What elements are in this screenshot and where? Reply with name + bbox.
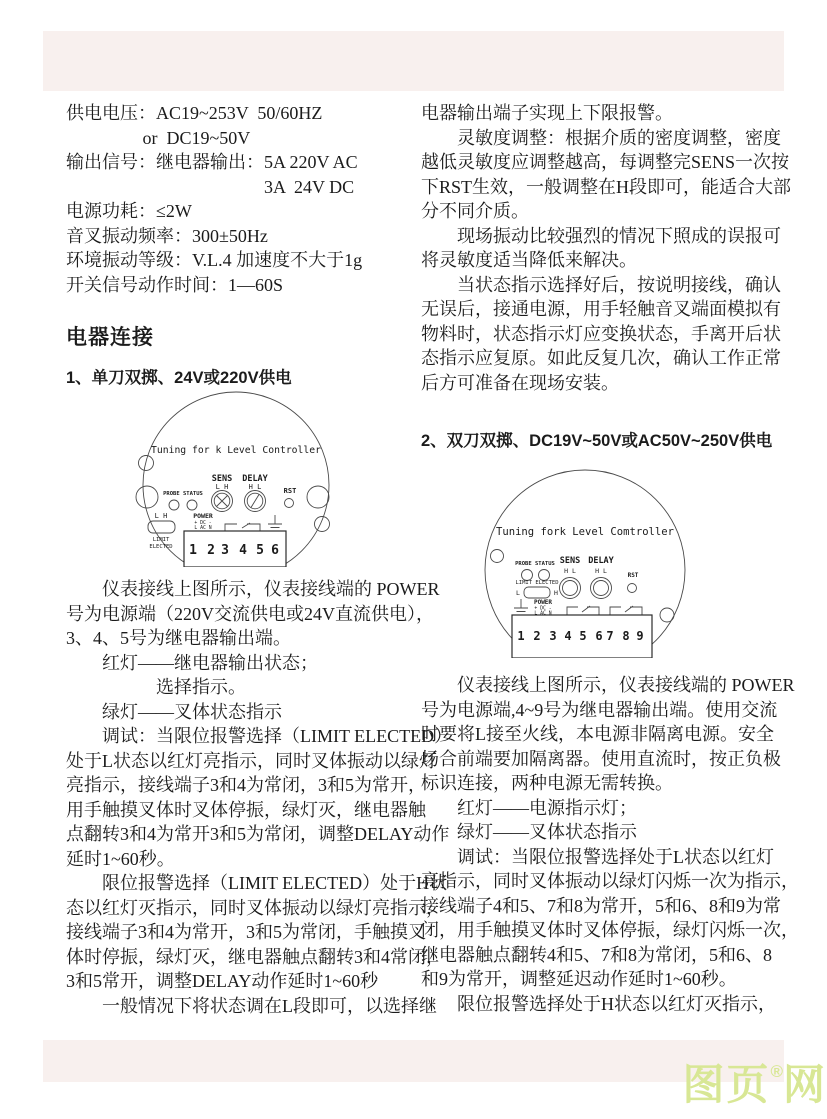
text-line: 绿灯——叉体状态指示 — [66, 701, 282, 722]
terminal-4: 4 — [564, 629, 572, 643]
power-label: POWER — [193, 512, 213, 520]
watermark-part2: 网 — [782, 1061, 827, 1108]
terminal-numbers — [517, 629, 643, 643]
text-line: 限位报警选择处于H状态以红灯灭指示， — [421, 993, 776, 1014]
text-line: 绿灯——叉体状态指示 — [421, 822, 637, 842]
mount-hole — [315, 517, 330, 532]
text-line: 分不同介质。 — [421, 201, 529, 221]
elected-label: ELECTED — [149, 544, 173, 550]
terminal-8: 8 — [622, 629, 630, 643]
text-line: 接线端子4和5、7和8为常开，5和6、8和9为常 — [421, 895, 781, 916]
text-line: 输出信号：继电器输出：5A 220V AC — [66, 152, 358, 172]
probe-status-label: PROBE STATUS — [515, 561, 555, 567]
text-line: 灵敏度调整：根据介质的密度调整，密度 — [421, 127, 781, 148]
subheading-1: 1、单刀双掷、24V或220V供电 — [66, 369, 292, 387]
delay-pot-slot — [251, 495, 259, 508]
terminal-7: 7 — [606, 629, 614, 643]
text-line: 开关信号动作时间：1—60S — [66, 274, 284, 295]
text-line: 继电器触点翻转4和5、7和8为常闭，5和6、8 — [421, 944, 772, 965]
limit-elected-label: LIMIT ELECTED — [515, 580, 559, 586]
terminal-1: 1 — [517, 629, 525, 643]
spec-list — [66, 101, 362, 297]
text-line: 越低灵敏度应调整越高，每调整完SENS一次按 — [421, 152, 790, 172]
status-led — [539, 570, 550, 581]
probe-led — [169, 500, 179, 510]
relay-contact-symbol — [225, 523, 260, 531]
text-line: 亮指示，同时叉体振动以绿灯闪烁一次为指示， — [421, 871, 799, 891]
left-column-text — [66, 577, 452, 1018]
text-line: 红灯——继电器输出状态； — [66, 652, 318, 673]
terminal-3: 3 — [549, 629, 557, 643]
probe-status-label: PROBE STATUS — [163, 491, 203, 497]
probe-led — [522, 570, 533, 581]
text-line: 态指示应复原。如此反复几次，确认工作正常 — [421, 348, 781, 368]
text-line: 红灯——电源指示灯； — [421, 797, 637, 818]
ground-symbol — [268, 515, 282, 531]
diagram-title: Tuning fork Level Comtroller — [496, 526, 674, 538]
wiring-diagram-2 — [458, 466, 720, 658]
terminal-5: 5 — [256, 543, 264, 558]
rst-label: RST — [283, 487, 297, 495]
text-line: 调试：当限位报警选择（LIMIT ELECTED） — [66, 726, 453, 746]
rst-button — [628, 584, 637, 593]
sens-label: SENS — [559, 556, 581, 566]
terminal-6: 6 — [595, 629, 603, 643]
limit-label: LIMIT — [152, 537, 170, 543]
text-line: 时要将L接至火线，本电源非隔离电源。安全 — [421, 724, 774, 744]
mount-hole — [307, 486, 329, 508]
limit-l-label: L — [516, 589, 520, 597]
text-line: 标识连接，两种电源无需转换。 — [421, 773, 673, 793]
registered-mark: ® — [770, 1062, 783, 1081]
text-line: 点翻转3和4为常开3和5为常闭，调整DELAY动作 — [66, 824, 450, 844]
text-line: 环境振动等级：V.L.4 加速度不大于1g — [66, 250, 363, 270]
section-heading: 电器连接 — [66, 326, 154, 349]
text-line: 体时停振，绿灯灭，继电器触点翻转3和4常闭， — [66, 946, 444, 967]
mount-hole — [491, 550, 504, 563]
text-line: 延时1~60秒。 — [66, 848, 175, 869]
text-line: 当状态指示选择好后，按说明接线，确认 — [421, 274, 781, 295]
terminal-9: 9 — [636, 629, 644, 643]
text-line: 无误后，接通电源，用手轻触音叉端面模拟有 — [421, 299, 781, 319]
text-line: 将灵敏度适当降低来解决。 — [421, 250, 637, 270]
text-line: 3A 24V DC — [66, 176, 355, 197]
text-line: 电器输出端子实现上下限报警。 — [421, 103, 673, 123]
text-line: 3、4、5号为继电器输出端。 — [66, 628, 291, 648]
sens-pot-slot — [217, 496, 228, 507]
relay-contact-symbol-1 — [567, 606, 599, 615]
text-line: 接线端子3和4为常开，3和5为常闭，手触摸叉 — [66, 922, 426, 942]
text-line: 音叉振动频率：300±50Hz — [66, 225, 268, 246]
text-line: 物料时，状态指示灯应变换状态，手离开后状 — [421, 323, 781, 344]
mount-hole — [660, 608, 674, 622]
text-line: 现场振动比较强烈的情况下照成的误报可 — [421, 225, 781, 246]
power-ac-label: L AC N — [194, 526, 212, 531]
text-line: 用手触摸叉体时叉体停振，绿灯灭，继电器触 — [66, 799, 426, 820]
text-line: 闭，用手触摸叉体时叉体停振，绿灯闪烁一次， — [421, 920, 799, 940]
diagram-title: Tuning for k Level Controller — [151, 445, 321, 456]
watermark-logo — [682, 1051, 827, 1106]
terminal-5: 5 — [579, 629, 587, 643]
delay-label: DELAY — [242, 474, 268, 484]
text-line: 场合前端要加隔离器。使用直流时，按正负极 — [421, 748, 781, 769]
delay-range-label: H L — [248, 483, 262, 491]
terminal-3: 3 — [221, 543, 229, 558]
sens-range-label: L H — [215, 483, 229, 491]
text-line: 和9为常开，调整延迟动作延时1~60秒。 — [421, 969, 737, 989]
terminal-2: 2 — [207, 543, 215, 558]
wiring-diagram-1 — [112, 389, 360, 567]
relay-contact-symbol-2 — [610, 606, 642, 615]
text-line: 态以红灯灭指示，同时叉体振动以绿灯亮指示， — [66, 897, 444, 918]
bottom-pink-band — [43, 1040, 784, 1082]
text-line: 调试：当限位报警选择处于L状态以红灯 — [421, 846, 774, 867]
text-line: 处于L状态以红灯亮指示，同时叉体振动以绿灯 — [66, 750, 437, 771]
power-dc-label: + DC - — [194, 521, 212, 526]
terminal-1: 1 — [189, 543, 197, 558]
right-column-text — [421, 101, 791, 395]
text-line: 电源功耗：≤2W — [66, 201, 192, 221]
text-line: or DC19~50V — [66, 127, 251, 148]
text-line: 亮指示，接线端子3和4为常闭，3和5为常开， — [66, 775, 426, 795]
text-line: 下RST生效，一般调整在H段即可，能适合大部 — [421, 176, 792, 197]
sens-label: SENS — [211, 474, 233, 484]
mount-hole — [136, 486, 158, 508]
top-pink-band — [43, 31, 784, 91]
text-line: 3和5常开，调整DELAY动作延时1~60秒 — [66, 971, 379, 991]
text-line: 供电电压：AC19~253V 50/60HZ — [66, 103, 323, 123]
power-dc-label: + DC - — [534, 606, 552, 612]
delay-range-label: H L — [595, 567, 607, 575]
subheading-2: 2、双刀双掷、DC19V~50V或AC50V~250V供电 — [421, 432, 773, 450]
power-ac-label: L AC N — [534, 611, 552, 617]
watermark-part1: 图页 — [682, 1061, 771, 1108]
terminal-2: 2 — [533, 629, 541, 643]
text-line: 仪表接线上图所示，仪表接线端的 POWER — [66, 579, 440, 599]
limit-switch — [524, 587, 550, 598]
ground-symbol — [514, 599, 528, 615]
text-line: 选择指示。 — [66, 677, 246, 697]
text-line: 号为电源端,4~9号为继电器输出端。使用交流 — [421, 699, 778, 720]
text-line: 后方可准备在现场安装。 — [421, 372, 619, 393]
text-line: 一般情况下将状态调在L段即可，以选择继 — [66, 995, 437, 1016]
power-label: POWER — [533, 599, 553, 606]
limit-switch — [148, 521, 175, 533]
right-column-text-2 — [421, 673, 799, 1016]
text-line: 号为电源端（220V交流供电或24V直流供电）， — [66, 603, 434, 624]
status-led — [187, 500, 197, 510]
text-line: 仪表接线上图所示，仪表接线端的 POWER — [421, 675, 795, 695]
rst-label: RST — [627, 572, 639, 579]
terminal-4: 4 — [239, 543, 247, 558]
delay-label: DELAY — [588, 556, 614, 566]
sens-range-label: H L — [564, 567, 576, 575]
rst-button — [285, 499, 294, 508]
limit-range-label: L H — [154, 512, 168, 520]
limit-h-label: H — [554, 589, 558, 597]
text-line: 限位报警选择（LIMIT ELECTED）处于H状 — [66, 873, 448, 893]
terminal-6: 6 — [271, 543, 279, 558]
